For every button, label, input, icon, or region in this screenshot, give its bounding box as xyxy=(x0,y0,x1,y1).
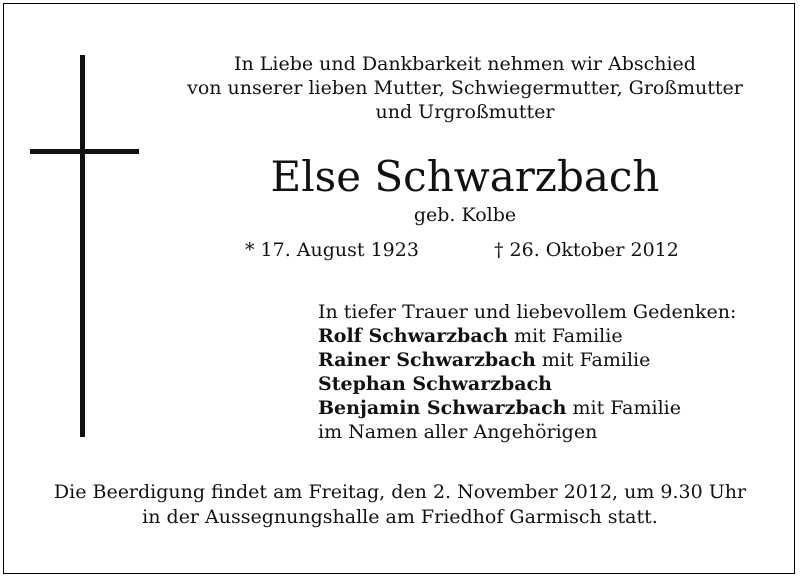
intro-line: In Liebe und Dankbarkeit nehmen wir Abschied xyxy=(234,53,696,75)
mourner-line xyxy=(318,348,736,372)
mourner-name: Benjamin Schwarzbach xyxy=(318,397,567,419)
birth-name: geb. Kolbe xyxy=(413,204,517,226)
death-date: † 26. Oktober 2012 xyxy=(494,239,679,261)
funeral-info xyxy=(20,480,780,530)
funeral-line: Die Beerdigung findet am Freitag, den 2. November 2012, um 9.30 Uhr xyxy=(53,481,747,503)
deceased-name: Else Schwarzbach xyxy=(270,152,660,201)
mourners-heading: In tiefer Trauer und liebevollem Gedenken: xyxy=(318,301,737,323)
intro-line: und Urgroßmutter xyxy=(375,101,555,123)
intro-text xyxy=(160,52,770,124)
cross-horizontal-bar xyxy=(30,149,139,154)
mourner-name: Stephan Schwarzbach xyxy=(318,373,552,395)
funeral-line: in der Aussegnungshalle am Friedhof Garmisch statt. xyxy=(142,506,658,528)
mourner-name: Rainer Schwarzbach xyxy=(318,349,536,371)
cross-vertical-bar xyxy=(80,55,85,437)
mourner-name: Rolf Schwarzbach xyxy=(318,325,509,347)
mourner-line xyxy=(318,396,736,420)
mourners-block xyxy=(318,300,736,444)
intro-line: von unserer lieben Mutter, Schwiegermutter, Großmutter xyxy=(187,77,743,99)
mourner-suffix: mit Familie xyxy=(541,349,651,371)
mourner-suffix: mit Familie xyxy=(572,397,681,419)
birth-date: * 17. August 1923 xyxy=(245,239,419,261)
mourners-closing: im Namen aller Angehörigen xyxy=(318,421,598,443)
mourner-line xyxy=(318,372,736,396)
mourner-line xyxy=(318,324,736,348)
mourner-suffix: mit Familie xyxy=(514,325,623,347)
